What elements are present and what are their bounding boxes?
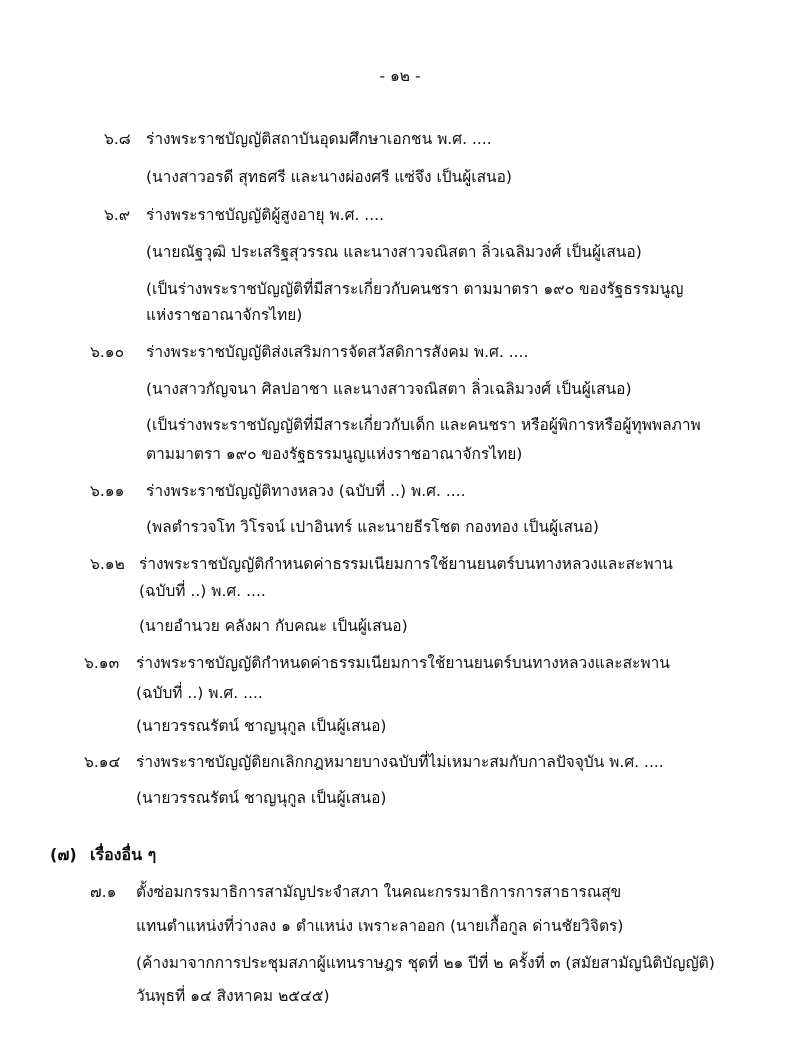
item-title: ร่างพระราชบัญญัติกำหนดค่าธรรมเนียมการใช้ยานยนตร์บนทางหลวงและสะพาน [136, 654, 670, 672]
item-proposer: (นายวรรณรัตน์ ชาญนุกูล เป็นผู้เสนอ) [136, 717, 387, 735]
item-proposer: (พลตำรวจโท วิโรจน์ เปาอินทร์ และนายธีรโชต กองทอง เป็นผู้เสนอ) [146, 518, 599, 536]
item-number: ๖.๑๑ [90, 482, 125, 500]
item-number: ๖.๘ [104, 130, 131, 148]
item-note: แห่งราชอาณาจักรไทย) [146, 306, 303, 324]
item-title: ร่างพระราชบัญญัติส่งเสริมการจัดสวัสดิการสังคม พ.ศ. .... [146, 343, 529, 361]
section-title: เรื่องอื่น ๆ [90, 845, 157, 864]
item-note: (ค้างมาจากการประชุมสภาผู้แทนราษฎร ชุดที่ ๒๑ ปีที่ ๒ ครั้งที่ ๓ (สมัยสามัญนิติบัญญัติ) [136, 954, 715, 972]
item-title: ร่างพระราชบัญญัติสถาบันอุดมศึกษาเอกชน พ.ศ. .... [146, 130, 492, 148]
page-number: - ๑๒ - [379, 67, 421, 85]
item-title: ร่างพระราชบัญญัติยกเลิกกฎหมายบางฉบับที่ไม่เหมาะสมกับกาลปัจจุบัน พ.ศ. .... [136, 753, 664, 771]
item-note: (เป็นร่างพระราชบัญญัติที่มีสาระเกี่ยวกับเด็ก และคนชรา หรือผู้พิการหรือผู้ทุพพลภาพ [146, 416, 701, 434]
item-edition: (ฉบับที่ ..) พ.ศ. .... [139, 582, 266, 600]
item-proposer: (นายอำนวย คลังผา กับคณะ เป็นผู้เสนอ) [139, 617, 408, 635]
item-number: ๖.๑๒ [90, 555, 125, 573]
item-title: ร่างพระราชบัญญัติกำหนดค่าธรรมเนียมการใช้ยานยนตร์บนทางหลวงและสะพาน [139, 555, 673, 573]
item-title: ตั้งซ่อมกรรมาธิการสามัญประจำสภา ในคณะกรรมาธิการการสาธารณสุข [136, 883, 622, 901]
item-proposer: (นางสาวกัญจนา ศิลปอาชา และนางสาวจณิสตา ลิ่วเฉลิมวงศ์ เป็นผู้เสนอ) [146, 380, 632, 398]
item-proposer: (นายวรรณรัตน์ ชาญนุกูล เป็นผู้เสนอ) [136, 789, 387, 807]
item-number: ๖.๑๓ [84, 654, 120, 672]
item-note: วันพุธที่ ๑๔ สิงหาคม ๒๕๔๕) [136, 987, 330, 1005]
item-proposer: (นางสาวอรดี สุทธศรี และนางผ่องศรี แซ่จึง เป็นผู้เสนอ) [146, 168, 512, 186]
item-title: ร่างพระราชบัญญัติผู้สูงอายุ พ.ศ. .... [146, 206, 385, 224]
item-proposer: (นายณัฐวุฒิ ประเสริฐสุวรรณ และนางสาวจณิสตา ลิ่วเฉลิมวงศ์ เป็นผู้เสนอ) [146, 243, 642, 261]
item-number: ๖.๑๔ [84, 753, 121, 771]
item-note: ตามมาตรา ๑๙๐ ของรัฐธรรมนูญแห่งราชอาณาจักรไทย) [146, 445, 523, 463]
item-number: ๖.๙ [104, 206, 131, 224]
section-number: (๗) [50, 845, 77, 864]
item-number: ๗.๑ [90, 883, 117, 901]
item-note: (เป็นร่างพระราชบัญญัติที่มีสาระเกี่ยวกับคนชรา ตามมาตรา ๑๙๐ ของรัฐธรรมนูญ [146, 280, 684, 298]
item-edition: (ฉบับที่ ..) พ.ศ. .... [136, 684, 263, 702]
item-title: ร่างพระราชบัญญัติทางหลวง (ฉบับที่ ..) พ.ศ. .... [146, 482, 466, 500]
item-detail: แทนตำแหน่งที่ว่างลง ๑ ตำแหน่ง เพราะลาออก (นายเกื้อกูล ด่านชัยวิจิตร) [136, 917, 624, 935]
item-number: ๖.๑๐ [90, 343, 125, 361]
